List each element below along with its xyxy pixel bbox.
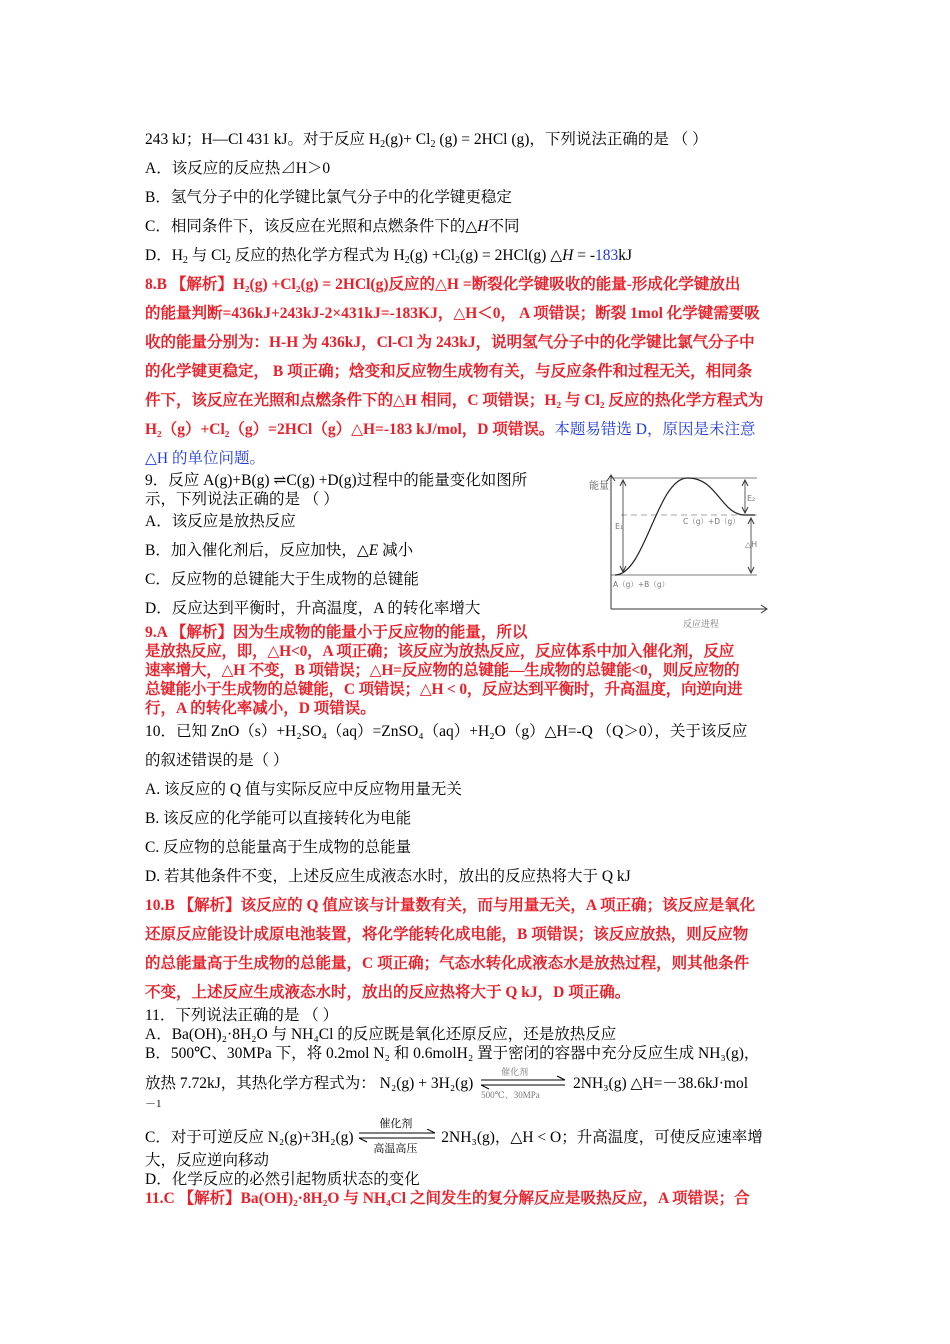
q10-option-c: C. 反应物的总能量高于生成物的总能量 [145, 839, 412, 856]
q10-stem-line-2: 的叙述错误的是（ ） [145, 752, 289, 769]
q11-option-b-line-1: B．500℃、30MPa 下，将 0.2mol N₂ 和 0.6molH₂ 置于密闭的容器中充分反应生成 NH₃(g)， [145, 1045, 760, 1062]
e1-label: E₁ [615, 522, 624, 531]
energy-diagram [585, 467, 775, 637]
q10-stem-line-1: 10．已知 ZnO（s）+H₂SO₄（aq）=ZnSO₄（aq）+H₂O（g）△H=-Q （Q＞0），关于该反应 [145, 723, 748, 740]
x-axis-label: 反应进程 [683, 620, 720, 630]
a8-line-3: 收的能量分别为：H-H 为 436kJ，Cl-Cl 为 243kJ，说明氢气分子中的化学键比氯气分子中 [145, 334, 755, 351]
q10-option-a: A. 该反应的 Q 值与实际反应中反应物用量无关 [145, 781, 462, 798]
q9-stem-line-2: 示，下列说法正确的是 （ ） [145, 491, 339, 508]
a9-line-5: 行，A 的转化率减小，D 项错误。 [145, 700, 376, 717]
q10-option-b: B. 该反应的化学能可以直接转化为电能 [145, 810, 412, 827]
q7-option-d: D．$H_2$ 与 $Cl_2$ 反应的热化学方程式为 $H_2(g) +Cl_2(g) = 2HCl(g)$ △H = -183kJ [145, 247, 633, 266]
q11-option-c-line-1: C．对于可逆反应 N₂(g)+3H₂(g) 催化剂 高温高压 2NH₃(g)，△H < O；升高温度，可使反应速率增 [145, 1118, 763, 1155]
q9-option-b: B．加入催化剂后，反应加快，△E 减小 [145, 542, 414, 559]
q9-option-c: C．反应物的总键能大于生成物的总键能 [145, 571, 419, 588]
q7-option-b: B．氢气分子中的化学键比氯气分子中的化学键更稳定 [145, 189, 512, 206]
reactants-label: A（g）+B（g） [613, 580, 670, 589]
products-label: C（g）+D（g） [683, 517, 740, 526]
q7-stem-line: 243 kJ；H—Cl 431 kJ。对于反应 $H_2(g)+ Cl_2$ (g) = 2HCl (g)，下列说法正确的是 （ ） [145, 131, 708, 150]
q11-stem: 11．下列说法正确的是 （ ） [145, 1007, 339, 1024]
a9-line-2: 是放热反应，即，△H<0，A 项正确；该反应为放热反应，反应体系中加入催化剂，反应 [145, 643, 735, 660]
energy-curve [615, 478, 758, 575]
q9-option-a: A．该反应是放热反应 [145, 513, 296, 530]
q11-option-b-line-3: －1 [145, 1098, 162, 1110]
q9-option-d: D．反应达到平衡时，升高温度，A 的转化率增大 [145, 600, 481, 617]
a8-line-6: H₂（g）+Cl₂（g）=2HCl（g）△H=-183 kJ/mol，D 项错误。本题易错选 D，原因是未注意 [145, 421, 756, 438]
a8-line-1: 8.B 【解析】H₂(g) +Cl₂(g) = 2HCl(g)反应的△H =断裂化学键吸收的能量-形成化学键放出 [145, 276, 741, 293]
a8-line-5: 件下，该反应在光照和点燃条件下的△H 相同，C 项错误；H₂ 与 Cl₂ 反应的热化学方程式为 [145, 392, 764, 409]
q11-option-d: D．化学反应的必然引起物质状态的变化 [145, 1171, 420, 1188]
a10-line-1: 10.B 【解析】该反应的 Q 值应该与计量数有关，而与用量无关，A 项正确；该反应是氧化 [145, 897, 756, 914]
q11-option-c-line-2: 大，反应逆向移动 [145, 1152, 270, 1169]
equilibrium-arrow-b: 催化剂 500℃、30MPa [477, 1070, 569, 1096]
a8-line-4: 的化学键更稳定， B 项正确；焓变和反应物生成物有关，与反应条件和过程无关，相同条 [145, 363, 753, 380]
a9-line-3: 速率增大，△H 不变，B 项错误；△H=反应物的总键能—生成物的总键能<0，则反应物的 [145, 662, 740, 679]
q11-option-b-line-2: 放热 7.72kJ，其热化学方程式为： N₂(g) + 3H₂(g) 催化剂 500℃、30MPa 2NH₃(g) △H=－38.6kJ·mol [145, 1067, 749, 1100]
q10-option-d: D. 若其他条件不变，上述反应生成液态水时，放出的反应热将大于 Q kJ [145, 868, 631, 885]
y-axis-label: 能量 [589, 481, 609, 492]
a10-line-2: 还原反应能设计成原电池装置，将化学能转化成电能，B 项错误；该反应放热，则反应物 [145, 926, 749, 943]
a11-line-1: 11.C 【解析】Ba(OH)₂·8H₂O 与 NH₄Cl 之间发生的复分解反应是吸热反应，A 项错误；合 [145, 1190, 750, 1207]
q9-stem-line-1: 9．反应 A(g)+B(g) ⇌C(g) +D(g)过程中的能量变化如图所 [145, 472, 528, 489]
a8-line-2: 的能量判断=436kJ+243kJ-2×431kJ=-183KJ，△H＜0， A 项错误；断裂 1mol 化学键需要吸 [145, 305, 760, 322]
a10-line-3: 的总能量高于生成物的总能量，C 项正确；气态水转化成液态水是放热过程，则其他条件 [145, 955, 750, 972]
a8-line-7: △H 的单位问题。 [145, 450, 265, 467]
energy-diagram-svg [585, 467, 775, 637]
q7-option-a: A．该反应的反应热⊿H＞0 [145, 160, 331, 177]
q11-option-a: A．Ba(OH)₂·8H₂O 与 NH₄Cl 的反应既是氧化还原反应，还是放热反应 [145, 1026, 617, 1043]
a9-line-1: 9.A 【解析】因为生成物的能量小于反应物的能量，所以 [145, 624, 528, 641]
equilibrium-arrow-c: 催化剂 高温高压 [357, 1124, 437, 1150]
a9-line-4: 总键能小于生成物的总键能，C 项错误；△H < 0，反应达到平衡时，升高温度，向逆向进 [145, 681, 743, 698]
dh-label: △H [745, 540, 758, 549]
a10-line-4: 不变，上述反应生成液态水时，放出的反应热将大于 Q kJ，D 项正确。 [145, 984, 631, 1001]
q7-option-c: C．相同条件下，该反应在光照和点燃条件下的△H不同 [145, 218, 520, 235]
e2-label: E₂ [747, 494, 756, 503]
